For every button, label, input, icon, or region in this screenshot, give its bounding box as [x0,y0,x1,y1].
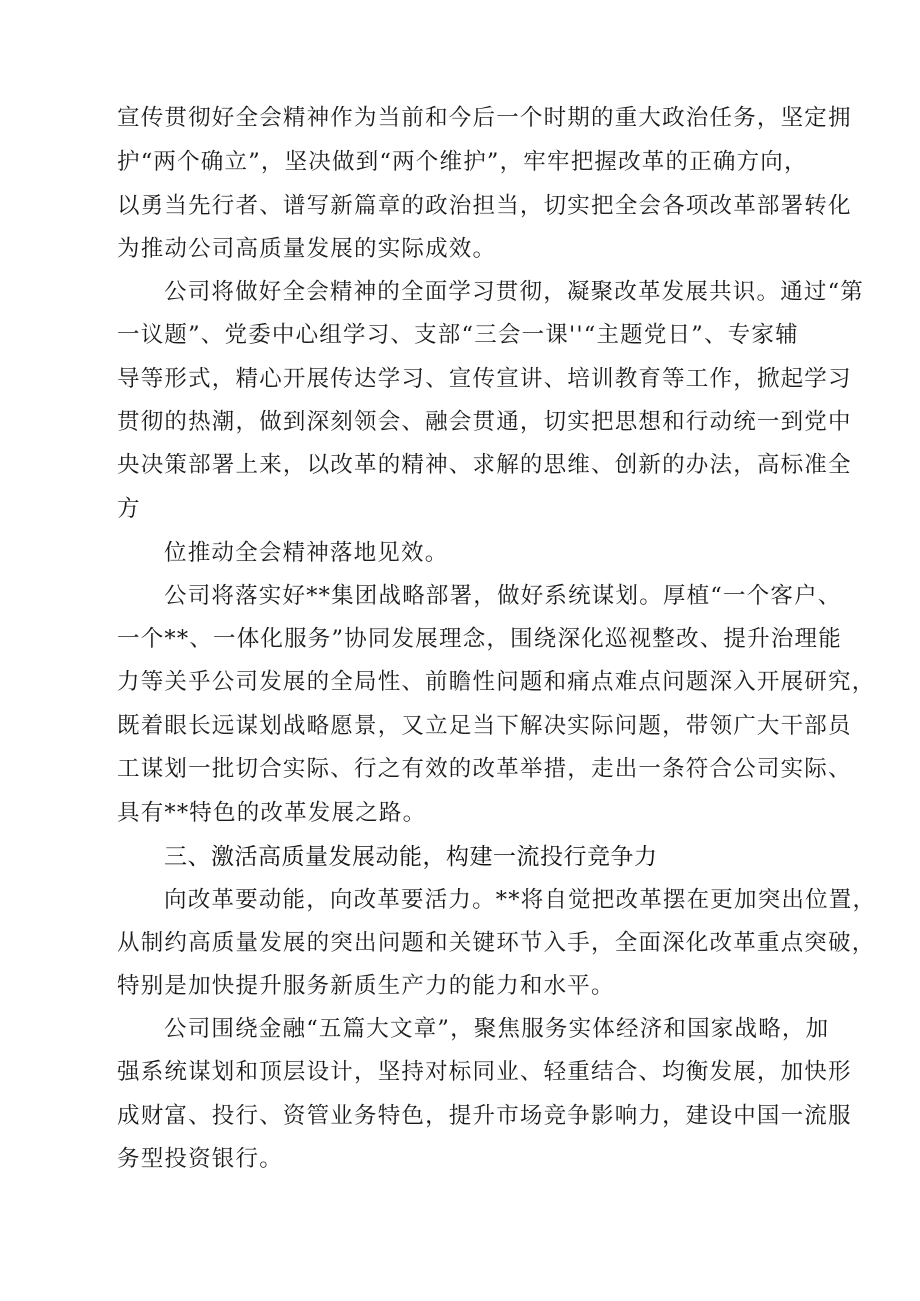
text-line: 宣传贯彻好全会精神作为当前和今后一个时期的重大政治任务，坚定拥 [117,105,852,131]
text-line: 贯彻的热潮，做到深刻领会、融会贯通，切实把思想和行动统一到党中 [117,409,852,435]
text-line: 公司将落实好**集团战略部署，做好系统谋划。厚植“一个客户、 [164,583,842,609]
text-line: 具有**特色的改革发展之路。 [117,800,427,826]
text-line: 位推动全会精神落地见效。 [164,540,449,566]
text-line: 一个**、一体化服务”协同发展理念，围绕深化巡视整改、提升治理能 [117,626,842,652]
text-line: 方 [117,496,141,522]
text-line: 务型投资银行。 [117,1146,283,1172]
text-line: 一议题”、党委中心组学习、支部“三会一课''“主题党日”、专家辅 [117,322,799,348]
text-line: 央决策部署上来，以改革的精神、求解的思维、创新的办法，高标准全 [117,452,852,478]
text-line: 工谋划一批切合实际、行之有效的改革举措，走出一条符合公司实际、 [117,756,852,782]
text-line: 护“两个确立”，坚决做到“两个维护”，牢牢把握改革的正确方向， [117,149,808,175]
text-line: 向改革要动能，向改革要活力。**将自觉把改革摆在更加突出位置， [164,887,877,913]
text-line: 强系统谋划和顶层设计，坚持对标同业、轻重结合、均衡发展，加快形 [117,1059,852,1085]
text-line: 特别是加快提升服务新质生产力的能力和水平。 [117,973,615,999]
text-line: 为推动公司高质量发展的实际成效。 [117,236,497,262]
text-line: 公司围绕金融“五篇大文章”，聚焦服务实体经济和国家战略，加 [164,1016,830,1042]
text-line: 力等关乎公司发展的全局性、前瞻性问题和痛点难点问题深入开展研究， [117,669,876,695]
text-line: 成财富、投行、资管业务特色，提升市场竞争影响力，建设中国一流服 [117,1103,852,1129]
text-line: 公司将做好全会精神的全面学习贯彻，凝聚改革发展共识。通过“第 [164,279,865,305]
text-line: 从制约高质量发展的突出问题和关键环节入手，全面深化改革重点突破， [117,930,876,956]
text-line: 导等形式，精心开展传达学习、宣传宣讲、培训教育等工作，掀起学习 [117,366,852,392]
text-line: 既着眼长远谋划战略愿景，又立足当下解决实际问题，带领广大干部员 [117,713,852,739]
section-heading: 三、激活高质量发展动能，构建一流投行竞争力 [164,844,658,870]
text-line: 以勇当先行者、谱写新篇章的政治担当，切实把全会各项改革部署转化 [117,193,852,219]
